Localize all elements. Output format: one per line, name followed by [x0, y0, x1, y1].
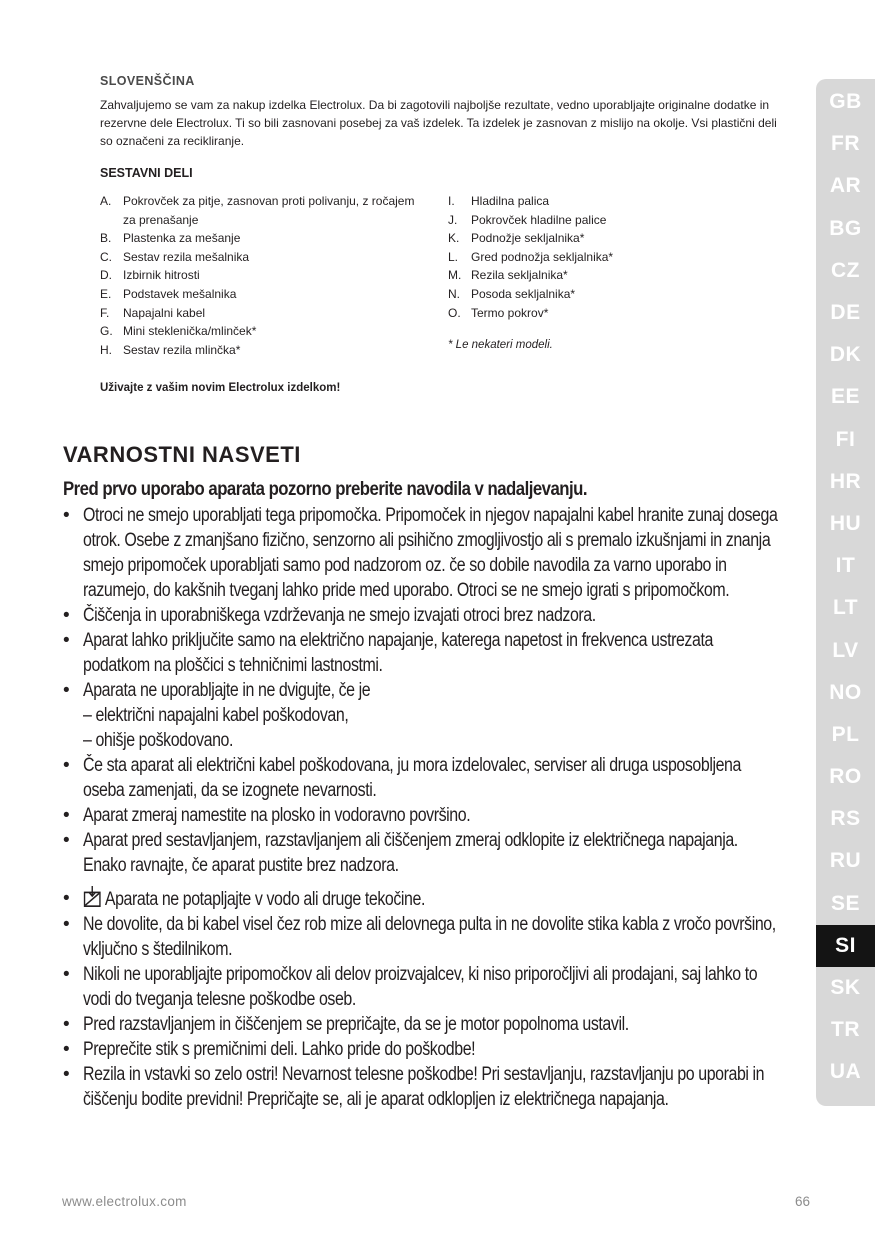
page-number: 66 [795, 1194, 811, 1209]
part-item [100, 341, 420, 360]
language-tab-hu[interactable]: HU [829, 511, 862, 535]
safety-bullet [63, 603, 783, 628]
part-text: Hladilna palica [471, 194, 550, 208]
bullet-dot: • [63, 680, 70, 701]
language-tab-ru[interactable]: RU [829, 849, 862, 873]
bullet-dot: • [63, 1064, 70, 1085]
language-tabs [816, 79, 875, 1106]
bullet-text-wrap [83, 1037, 783, 1062]
bullet-text: Rezila in vstavki so zelo ostri! Nevarnost telesne poškodbe! Pri sestavljanju, razstavljanju po uporabi in čiščenju bodite previdni! Prepričajte se, ali je aparat odklopljen iz električnega napajanja. [83, 1064, 765, 1110]
part-text: Podnožje sekljalnika* [471, 231, 585, 246]
part-text: Sestav rezila mešalnika [123, 249, 250, 264]
part-letter: M. [448, 268, 462, 283]
bullet-text-wrap [83, 803, 783, 828]
part-text: Gred podnožja sekljalnika* [471, 249, 614, 264]
part-text: Pokrovček hladilne palice [471, 212, 607, 227]
part-item [100, 248, 420, 267]
language-tab-dk[interactable]: DK [829, 343, 862, 367]
bullet-dot: • [63, 914, 70, 935]
language-tab-gb[interactable]: GB [829, 90, 862, 114]
part-letter: F. [100, 305, 110, 320]
part-text: Posoda sekljalnika* [471, 286, 576, 301]
safety-bullet [63, 1012, 783, 1037]
part-letter: J. [448, 212, 458, 227]
part-item [448, 266, 768, 285]
language-tab-se[interactable]: SE [830, 891, 860, 915]
language-tab-fi[interactable]: FI [835, 427, 856, 451]
language-tab-sk[interactable]: SK [830, 976, 861, 1000]
language-tab-hr[interactable]: HR [829, 469, 862, 493]
bullet-text: Aparata ne uporabljajte in ne dvigujte, če je – električni napajalni kabel poškodovan, – ohišje poškodovano. [83, 680, 371, 751]
bullet-text-wrap [83, 603, 783, 628]
part-item [448, 192, 768, 211]
bullet-text-wrap [83, 1062, 783, 1112]
part-letter: H. [100, 342, 112, 357]
safety-bullet [63, 803, 783, 828]
bullet-dot: • [63, 964, 70, 985]
safety-bullet [63, 1037, 783, 1062]
language-tab-tr[interactable]: TR [831, 1018, 860, 1042]
bullet-text: Pred razstavljanjem in čiščenjem se prepričajte, da se je motor popolnoma ustavil. [83, 1014, 629, 1035]
parts-list [100, 192, 790, 367]
part-letter: C. [100, 249, 112, 264]
footer-url[interactable]: www.electrolux.com [62, 1194, 187, 1209]
part-text: Plastenka za mešanje [123, 231, 241, 246]
part-letter: A. [100, 194, 112, 208]
part-item [448, 211, 768, 230]
bullet-text: Aparat zmeraj namestite na plosko in vodoravno površino. [83, 805, 471, 826]
part-letter: I. [448, 194, 455, 208]
part-text: Pokrovček za pitje, zasnovan proti polivanju, z ročajem za prenašanje [123, 194, 415, 227]
part-letter: K. [448, 231, 460, 246]
part-item [100, 192, 420, 229]
intro-section [100, 72, 790, 394]
part-letter: G. [100, 324, 113, 339]
bullet-text-wrap [83, 828, 783, 878]
bullet-dot: • [63, 888, 70, 909]
safety-title: VARNOSTNI NASVETI [63, 442, 301, 467]
safety-bullet [63, 503, 783, 603]
part-text: Rezila sekljalnika* [471, 268, 568, 283]
part-item [448, 248, 768, 267]
language-tab-si[interactable]: SI [816, 925, 875, 967]
language-tab-bg[interactable]: BG [829, 216, 862, 240]
part-text: Podstavek mešalnika [123, 286, 237, 301]
bullet-dot: • [63, 1039, 70, 1060]
language-tab-ar[interactable]: AR [829, 174, 862, 198]
safety-bullet [63, 912, 783, 962]
part-text: Napajalni kabel [123, 305, 206, 320]
safety-bullet [63, 628, 783, 678]
part-letter: L. [448, 249, 459, 264]
part-item [100, 229, 420, 248]
bullet-dot: • [63, 755, 70, 776]
language-heading: SLOVENŠČINA [100, 74, 195, 88]
part-item [100, 285, 420, 304]
bullet-text-wrap [83, 912, 783, 962]
safety-section [63, 442, 783, 1112]
bullet-dot: • [63, 805, 70, 826]
part-letter: O. [448, 305, 461, 320]
do-not-immerse-icon [83, 886, 101, 908]
language-tab-lt[interactable]: LT [832, 596, 859, 620]
part-item [100, 266, 420, 285]
part-item [100, 304, 420, 323]
part-item [448, 304, 768, 323]
safety-bullet [63, 828, 783, 878]
bullet-text-wrap [83, 678, 783, 753]
language-tab-rs[interactable]: RS [830, 807, 861, 831]
parts-footnote: * Le nekateri modeli. [448, 339, 553, 352]
part-text: Sestav rezila mlinčka* [123, 342, 241, 357]
safety-bullet [63, 886, 783, 912]
language-tab-ro[interactable]: RO [829, 765, 862, 789]
part-item [448, 229, 768, 248]
part-text: Izbirnik hitrosti [123, 268, 200, 283]
bullet-dot: • [63, 630, 70, 651]
bullet-text-wrap [83, 962, 783, 1012]
language-tab-no[interactable]: NO [829, 680, 862, 704]
language-tab-pl[interactable]: PL [831, 722, 860, 746]
safety-bullets [63, 503, 783, 1112]
safety-subtitle: Pred prvo uporabo aparata pozorno preberite navodila v nadaljevanju. [63, 478, 588, 500]
intro-paragraph: Zahvaljujemo se vam za nakup izdelka Electrolux. Da bi zagotovili najboljše rezultate, vedno uporabljajte originalne dodatke in rezervne dele Electrolux. Ti so bili zasnovani posebej za vaš izdelek. Ta izdelek je zasnovan z mislijo na okolje. Vsi plastični deli so označeni za recikliranje. [100, 98, 777, 148]
safety-bullet [63, 962, 783, 1012]
part-item [448, 285, 768, 304]
parts-heading: SESTAVNI DELI [100, 166, 193, 180]
language-tab-ua[interactable]: UA [829, 1060, 862, 1084]
safety-bullet [63, 753, 783, 803]
safety-bullet [63, 1062, 783, 1112]
bullet-text-wrap [83, 753, 783, 803]
parts-column-right [448, 192, 768, 354]
part-item [100, 322, 420, 341]
bullet-text: Aparat pred sestavljanjem, razstavljanjem ali čiščenjem zmeraj odklopite iz električnega napajanja. Enako ravnajte, če aparat pustite brez nadzora. [83, 830, 738, 876]
part-text: Mini steklenička/mlinček* [123, 324, 257, 339]
bullet-dot: • [63, 1014, 70, 1035]
bullet-text: Otroci ne smejo uporabljati tega pripomočka. Pripomoček in njegov napajalni kabel hranite zunaj dosega otrok. Osebe z zmanjšano fizično, senzorno ali psihično zmogljivostjo ali s premalo izkušnjami in znanja smejo pripomoček uporabljati samo pod nadzorom oz. če so dobile navodila za varno uporabo in razumejo, do kakšnih tveganj lahko pride med uporabo. Otroci se ne smejo igrati s pripomočkom. [83, 505, 778, 601]
part-letter: E. [100, 286, 112, 301]
part-letter: N. [448, 286, 460, 301]
bullet-text: Čiščenja in uporabniškega vzdrževanja ne smejo izvajati otroci brez nadzora. [83, 605, 596, 626]
bullet-dot: • [63, 505, 70, 526]
bullet-text-wrap [83, 1012, 783, 1037]
part-letter: D. [100, 268, 112, 283]
bullet-text: Nikoli ne uporabljajte pripomočkov ali delov proizvajalcev, ki niso priporočljivi ali prodajani, saj lahko to vodi do tveganja telesne poškodbe oseb. [83, 964, 758, 1010]
bullet-text: Aparat lahko priključite samo na električno napajanje, katerega napetost in frekvenca ustrezata podatkom na ploščici s tehničnimi lastnostmi. [83, 630, 713, 676]
bullet-text: Če sta aparat ali električni kabel poškodovana, ju mora izdelovalec, serviser ali druga usposobljena oseba zamenjati, da se izognete nevarnosti. [83, 755, 741, 801]
language-tab-de[interactable]: DE [830, 301, 861, 325]
language-tab-fr[interactable]: FR [831, 132, 860, 156]
bullet-dot: • [63, 830, 70, 851]
enjoy-note: Uživajte z vašim novim Electrolux izdelkom! [100, 382, 341, 394]
safety-bullet [63, 678, 783, 753]
bullet-text-wrap [83, 503, 783, 603]
language-tab-lv[interactable]: LV [832, 638, 859, 662]
bullet-text: Ne dovolite, da bi kabel visel čez rob mize ali delovnega pulta in ne dovolite stika kabla z vročo površino, vključno s štedilnikom. [83, 914, 776, 960]
parts-column-left [100, 192, 420, 359]
part-text: Termo pokrov* [471, 305, 549, 320]
language-tab-it[interactable]: IT [835, 554, 856, 578]
language-tab-cz[interactable]: CZ [831, 258, 860, 282]
part-letter: B. [100, 231, 112, 246]
bullet-dot: • [63, 605, 70, 626]
bullet-text-wrap [83, 886, 783, 912]
bullet-text: Preprečite stik s premičnimi deli. Lahko pride do poškodbe! [83, 1039, 476, 1060]
bullet-text-wrap [83, 628, 783, 678]
bullet-text: Aparata ne potapljajte v vodo ali druge tekočine. [104, 889, 425, 910]
language-tab-ee[interactable]: EE [830, 385, 860, 409]
